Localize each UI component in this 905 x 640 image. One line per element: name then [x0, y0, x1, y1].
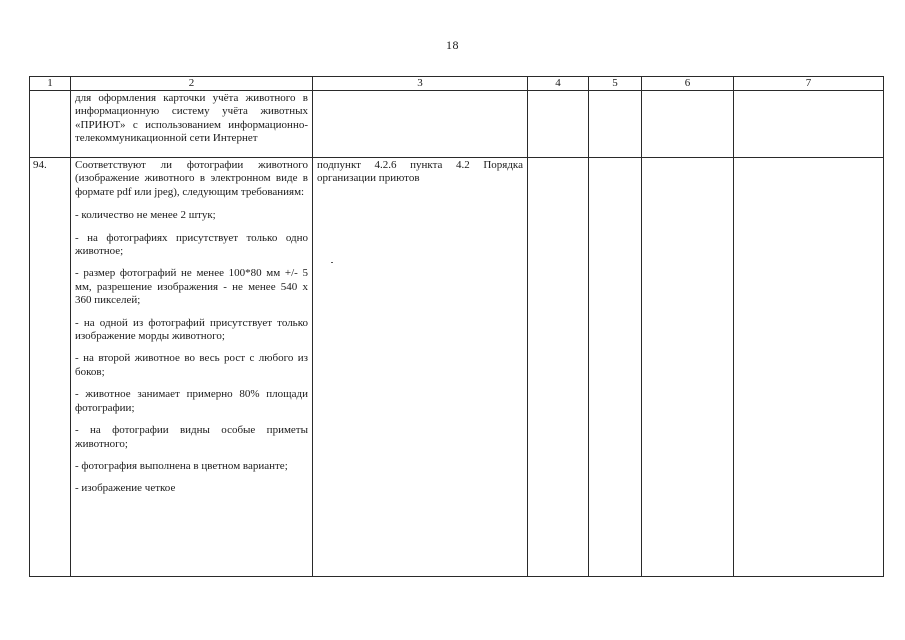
table-header-row: [30, 77, 884, 91]
row-number-cell: [30, 158, 71, 577]
question-cell: [71, 158, 313, 577]
cont-question-text: для оформления карточки учёта животного в информационную систему учёта животных «ПРИЮТ» с использованием информационно-телекоммуникационной сети Интернет: [75, 92, 308, 145]
cont-col4-text: [528, 91, 588, 92]
requirement-item: - изображение четкое: [75, 482, 176, 495]
col7-text: [734, 158, 883, 159]
cont-question-cell: [71, 91, 313, 158]
cont-col5-cell: [589, 91, 642, 158]
requirement-item: - на фотографиях присутствует только одно животное;: [75, 231, 308, 258]
question-intro: Соответствуют ли фотографии животного (изображение животного в электронном виде в формате pdf или jpeg), следующим требованиям:: [75, 159, 308, 198]
col7-cell: [734, 158, 884, 577]
page-number: 18: [446, 38, 459, 52]
cont-col6-text: [642, 91, 733, 92]
cont-col5-text: [589, 91, 641, 92]
requirement-item: - на одной из фотографий присутствует только изображение морды животного;: [75, 316, 308, 343]
column-header-5: 5: [589, 77, 642, 91]
col5-text: [589, 158, 641, 159]
cont-number-text: [30, 91, 70, 92]
col5-cell: [589, 158, 642, 577]
col4-text: [528, 158, 588, 159]
reference-cell: [313, 158, 528, 577]
cont-col6-cell: [642, 91, 734, 158]
column-header-4: 4: [528, 77, 589, 91]
cont-number-cell: [30, 91, 71, 158]
cont-reference-text: [313, 91, 527, 92]
reference-text: подпункт 4.2.6 пункта 4.2 Порядка организации приютов: [317, 159, 523, 185]
cont-col7-cell: [734, 91, 884, 158]
col6-text: [642, 158, 733, 159]
col6-cell: [642, 158, 734, 577]
cont-col7-text: [734, 91, 883, 92]
table-row-continuation: [30, 91, 884, 158]
row-number: 94.: [33, 159, 47, 171]
requirement-item: - животное занимает примерно 80% площади фотографии;: [75, 388, 308, 414]
requirements-table: [29, 76, 884, 577]
requirement-item: - размер фотографий не менее 100*80 мм +/- 5 мм, разрешение изображения - не менее 540 х 360 пикселей;: [75, 267, 308, 307]
scan-speck: [331, 262, 333, 263]
column-header-1: 1: [30, 77, 71, 91]
cont-reference-cell: [313, 91, 528, 158]
requirement-item: - на фотографии видны особые приметы животного;: [75, 424, 308, 450]
column-header-3: 3: [313, 77, 528, 91]
requirement-item: - количество не менее 2 штук;: [75, 209, 216, 222]
requirements-list: [75, 209, 308, 496]
column-header-6: 6: [642, 77, 734, 91]
column-header-2: 2: [71, 77, 313, 91]
cont-col4-cell: [528, 91, 589, 158]
column-header-7: 7: [734, 77, 884, 91]
col4-cell: [528, 158, 589, 577]
requirement-item: - фотография выполнена в цветном варианте;: [75, 459, 288, 472]
requirement-item: - на второй животное во весь рост с любого из боков;: [75, 352, 308, 378]
table-row-94: [30, 158, 884, 577]
